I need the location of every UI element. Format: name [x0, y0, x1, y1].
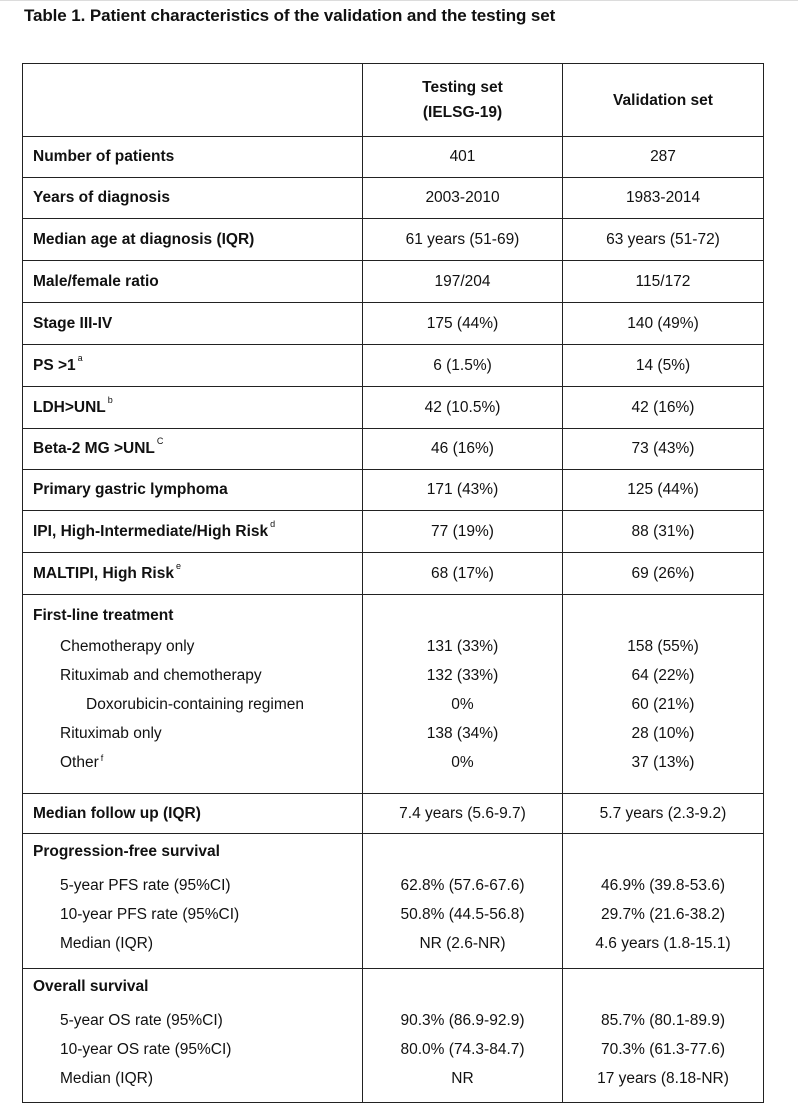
testing-value: 132 (33%) [426, 667, 499, 684]
validation-value: 125 (44%) [563, 470, 764, 511]
patient-characteristics-table [22, 63, 764, 1103]
testing-value: 7.4 years (5.6-9.7) [363, 794, 563, 834]
os-label: 5-year OS rate (95%CI) [60, 1012, 223, 1029]
row-label: Male/female ratio [23, 261, 363, 303]
row-label: Beta-2 MG >UNL [33, 440, 155, 457]
os-validation [563, 969, 764, 1103]
validation-value: 46.9% (39.8-53.6) [600, 877, 726, 894]
treatment-label: Other [60, 754, 99, 771]
spacer [563, 837, 763, 871]
testing-value: 42 (10.5%) [363, 387, 563, 429]
testing-value: NR (2.6-NR) [419, 935, 506, 952]
treatment-label: Chemotherapy only [60, 638, 195, 655]
pfs-label: 5-year PFS rate (95%CI) [60, 877, 231, 894]
validation-value: 5.7 years (2.3-9.2) [563, 794, 764, 834]
footnote-marker: f [100, 753, 104, 763]
row-label: IPI, High-Intermediate/High Risk [33, 522, 269, 540]
table-row [23, 178, 764, 219]
validation-value: 73 (43%) [563, 429, 764, 470]
spacer [563, 972, 763, 1006]
footnote-marker: b [107, 394, 113, 405]
table-row [23, 470, 764, 511]
testing-value: 401 [363, 137, 563, 178]
validation-value: 140 (49%) [563, 303, 764, 345]
testing-value: 68 (17%) [363, 553, 563, 595]
table-row [23, 553, 764, 595]
validation-value: 14 (5%) [563, 345, 764, 387]
testing-value: 90.3% (86.9-92.9) [400, 1012, 525, 1029]
os-label: 10-year OS rate (95%CI) [60, 1041, 232, 1058]
validation-value: 158 (55%) [627, 638, 699, 655]
validation-value: 4.6 years (1.8-15.1) [595, 935, 731, 952]
table-row [23, 794, 764, 834]
first-line-validation [563, 595, 764, 794]
top-border-line [0, 0, 798, 1]
header-testing-line1: Testing set [422, 79, 503, 96]
row-label: PS >1 [33, 356, 76, 374]
os-label: Median (IQR) [60, 1070, 154, 1087]
validation-value: 63 years (51-72) [563, 219, 764, 261]
os-title: Overall survival [33, 978, 149, 995]
table-row [23, 219, 764, 261]
table-row [23, 511, 764, 553]
row-label-cell [23, 429, 363, 470]
testing-value: 6 (1.5%) [363, 345, 563, 387]
testing-value: 2003-2010 [363, 178, 563, 219]
validation-value: 88 (31%) [563, 511, 764, 553]
testing-value: 80.0% (74.3-84.7) [400, 1041, 525, 1058]
validation-value: 287 [563, 137, 764, 178]
header-empty-cell [23, 64, 363, 137]
validation-value: 28 (10%) [631, 725, 695, 742]
row-label-cell [23, 387, 363, 429]
validation-value: 37 (13%) [631, 754, 695, 771]
row-label: Median follow up (IQR) [23, 794, 363, 834]
row-label: Stage III-IV [23, 303, 363, 345]
validation-value: 64 (22%) [631, 667, 695, 684]
header-validation-set: Validation set [563, 64, 764, 137]
footnote-marker: d [270, 518, 276, 529]
pfs-label: Median (IQR) [60, 935, 154, 952]
pfs-group [23, 834, 764, 969]
spacer [563, 600, 763, 632]
first-line-labels [23, 595, 363, 794]
testing-value: 131 (33%) [426, 638, 499, 655]
testing-value: 171 (43%) [363, 470, 563, 511]
table-header-row [23, 64, 764, 137]
row-label-cell [23, 345, 363, 387]
validation-value: 69 (26%) [563, 553, 764, 595]
row-label: Years of diagnosis [23, 178, 363, 219]
footnote-marker: C [156, 436, 164, 446]
treatment-label: Doxorubicin-containing regimen [86, 696, 304, 713]
first-line-testing [363, 595, 563, 794]
testing-value: 0% [451, 696, 474, 713]
pfs-title: Progression-free survival [33, 843, 220, 860]
validation-value: 85.7% (80.1-89.9) [600, 1012, 726, 1029]
first-line-title: First-line treatment [33, 607, 174, 624]
first-line-treatment-group [23, 595, 764, 794]
spacer [363, 837, 562, 871]
row-label-cell [23, 511, 363, 553]
validation-value: 70.3% (61.3-77.6) [600, 1041, 726, 1058]
validation-value: 42 (16%) [563, 387, 764, 429]
pfs-validation [563, 834, 764, 969]
spacer [363, 600, 562, 632]
testing-value: 175 (44%) [363, 303, 563, 345]
testing-value: NR [451, 1070, 474, 1087]
table-row [23, 345, 764, 387]
treatment-label-cell [33, 748, 362, 777]
row-label: Primary gastric lymphoma [23, 470, 363, 511]
pfs-testing [363, 834, 563, 969]
validation-value: 29.7% (21.6-38.2) [600, 906, 726, 923]
table-row [23, 137, 764, 178]
os-group [23, 969, 764, 1103]
os-testing [363, 969, 563, 1103]
os-labels [23, 969, 363, 1103]
table-row [23, 261, 764, 303]
testing-value: 138 (34%) [426, 725, 499, 742]
testing-value: 77 (19%) [363, 511, 563, 553]
validation-value: 1983-2014 [563, 178, 764, 219]
testing-value: 50.8% (44.5-56.8) [400, 906, 525, 923]
row-label-cell [23, 553, 363, 595]
row-label: Number of patients [23, 137, 363, 178]
testing-value: 197/204 [363, 261, 563, 303]
validation-value: 115/172 [563, 261, 764, 303]
testing-value: 46 (16%) [363, 429, 563, 470]
table-title: Table 1. Patient characteristics of the validation and the testing set [24, 6, 556, 25]
validation-value: 17 years (8.18-NR) [597, 1070, 729, 1087]
validation-value: 60 (21%) [631, 696, 695, 713]
table-row [23, 303, 764, 345]
row-label: MALTIPI, High Risk [33, 564, 174, 582]
testing-value: 0% [451, 754, 474, 771]
treatment-label: Rituximab only [60, 725, 162, 742]
table-row [23, 387, 764, 429]
row-label: Median age at diagnosis (IQR) [23, 219, 363, 261]
row-label: LDH>UNL [33, 398, 106, 416]
footnote-marker: a [77, 352, 83, 363]
pfs-label: 10-year PFS rate (95%CI) [60, 906, 240, 923]
testing-value: 62.8% (57.6-67.6) [400, 877, 525, 894]
header-testing-line2: (IELSG-19) [422, 104, 503, 121]
footnote-marker: e [175, 560, 181, 571]
header-testing-set [363, 64, 563, 137]
table-row [23, 429, 764, 470]
treatment-label: Rituximab and chemotherapy [60, 667, 262, 684]
pfs-labels [23, 834, 363, 969]
testing-value: 61 years (51-69) [363, 219, 563, 261]
spacer [363, 972, 562, 1006]
